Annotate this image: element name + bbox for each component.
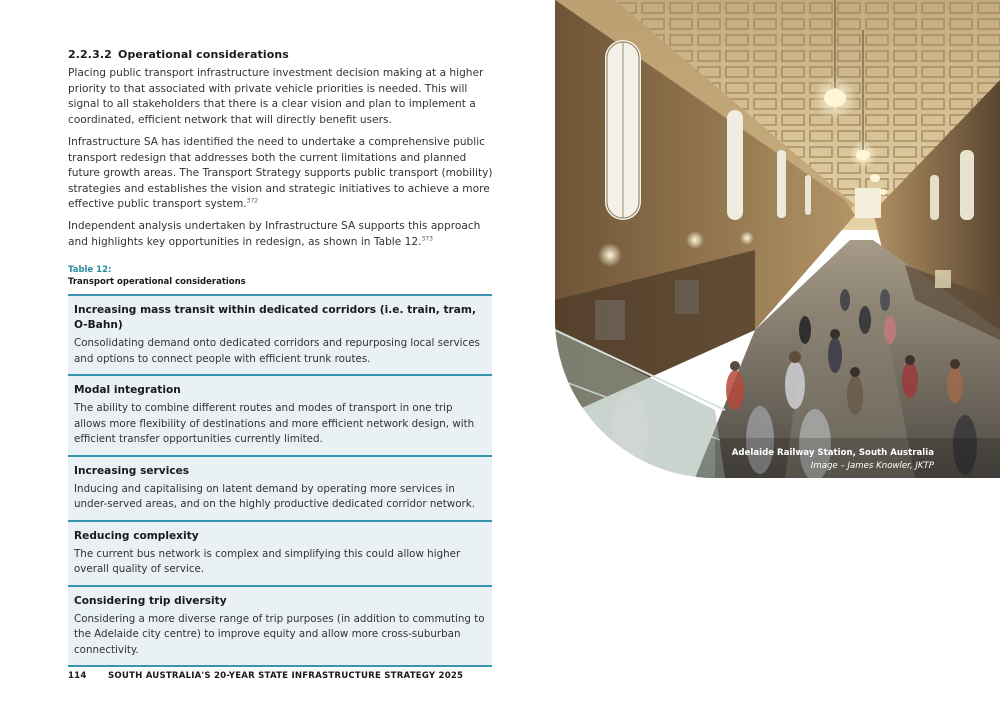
footnote-ref-372: 372 (246, 197, 259, 205)
photo-caption (732, 447, 934, 473)
operational-considerations-table (68, 294, 492, 667)
body-paragraph-3 (68, 219, 493, 250)
table-caption (68, 264, 246, 288)
table-row (68, 455, 492, 520)
row-description: Inducing and capitalising on latent demand by operating more services in under-served areas, and on the highly productive dedicated corridor network. (74, 482, 475, 510)
footnote-ref-373: 373 (421, 235, 433, 243)
row-description: The ability to combine different routes and modes of transport in one trip allows more flexibility of destinations and more efficient network design, with efficient transfer opportunities currently limited. (74, 402, 475, 445)
row-description: Consolidating demand onto dedicated corridors and repurposing local services and options to connect people with efficient trunk routes. (74, 337, 480, 365)
body-paragraph-1: Placing public transport infrastructure investment decision making at a higher priority to that associated with private vehicle priorities is needed. This will signal to all stakeholders that there is a clear vision and plan to implement a coordinated, efficient network that will directly benefit users. (68, 67, 484, 126)
row-title: Considering trip diversity (74, 594, 227, 607)
section-heading (68, 48, 289, 61)
row-title: Increasing mass transit within dedicated corridors (i.e. train, tram, O-Bahn) (74, 304, 476, 331)
table-row (68, 520, 492, 585)
caption-title: Adelaide Railway Station, South Australia (731, 448, 934, 458)
station-illustration (555, 0, 1000, 478)
row-description: Considering a more diverse range of trip purposes (in addition to commuting to the Adelaide city centre) to improve equity and allow more cross-suburban connectivity. (74, 612, 485, 656)
page-footer (68, 671, 463, 681)
table-row (68, 585, 492, 668)
page-number: 114 (68, 671, 87, 681)
table-row (68, 374, 492, 455)
document-title: SOUTH AUSTRALIA'S 20-YEAR STATE INFRASTRUCTURE STRATEGY 2025 (108, 671, 464, 681)
table-number: Table 12: (68, 265, 112, 275)
table-title: Transport operational considerations (68, 277, 246, 287)
body-paragraph-2-text: Infrastructure SA has identified the need to undertake a comprehensive public transport redesign that addresses both the current limitations and planned future growth areas. The Transport Strategy supports public transport (mobility) strategies and establishes the vision and strategic initiatives to achieve a more effective public transport system. (68, 136, 493, 211)
caption-credit: Image – James Knowler, JKTP (810, 461, 934, 471)
body-paragraph-2 (68, 135, 493, 213)
row-title: Increasing services (74, 464, 190, 477)
row-title: Modal integration (74, 384, 181, 396)
table-row (68, 294, 492, 374)
body-paragraph-3-text: Independent analysis undertaken by Infrastructure SA supports this approach and highlights key opportunities in redesign, as shown in Table 12. (68, 220, 481, 248)
section-title: Operational considerations (118, 48, 289, 61)
row-description: The current bus network is complex and simplifying this could allow higher overall quality of service. (74, 547, 461, 575)
row-title: Reducing complexity (74, 529, 199, 542)
railway-station-photo (555, 0, 1000, 478)
section-number: 2.2.3.2 (68, 48, 112, 61)
